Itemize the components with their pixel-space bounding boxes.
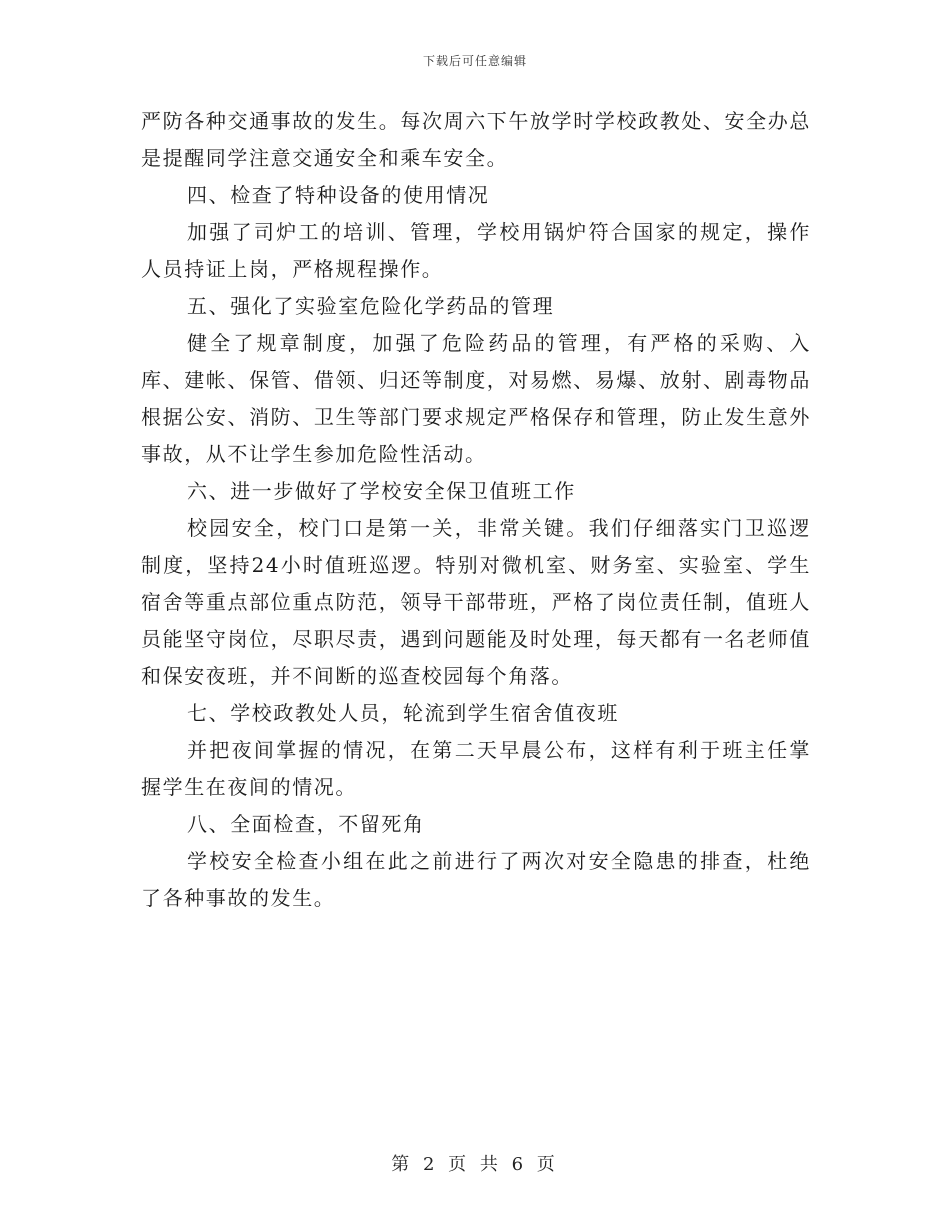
section-heading: 八、全面检查，不留死角 <box>187 812 425 836</box>
paragraph: 校园安全，校门口是第一关，非常关键。我们仔细落实门卫巡逻制度，坚持24小时值班巡逻。特别对微机室、财务室、实验室、学生宿舍等重点部位重点防范，领导干部带班，严格了岗位责任制，值班人员能坚守岗位，尽职尽责，遇到问题能及时处理，每天都有一名老师值和保安夜班，并不间断的巡查校园每个角落。 <box>141 516 811 688</box>
page-header: 下载后可任意编辑 <box>422 54 527 68</box>
paragraph: 健全了规章制度，加强了危险药品的管理，有严格的采购、入库、建帐、保管、借领、归还等制度，对易燃、易爆、放射、剧毒物品根据公安、消防、卫生等部门要求规定严格保存和管理，防止发生意外事故，从不让学生参加危险性活动。 <box>141 331 811 466</box>
section-heading: 五、强化了实验室危险化学药品的管理 <box>187 294 555 318</box>
paragraph: 加强了司炉工的培训、管理，学校用锅炉符合国家的规定，操作人员持证上岗，严格规程操作。 <box>141 220 811 281</box>
page-number: 第 2 页 共 6 页 <box>391 1154 559 1175</box>
document-body <box>141 103 811 917</box>
section-heading: 六、进一步做好了学校安全保卫值班工作 <box>187 479 576 503</box>
paragraph: 学校安全检查小组在此之前进行了两次对安全隐患的排查，杜绝了各种事故的发生。 <box>141 849 811 910</box>
section-heading: 四、检查了特种设备的使用情况 <box>187 183 490 207</box>
paragraph: 并把夜间掌握的情况，在第二天早晨公布，这样有利于班主任掌握学生在夜间的情况。 <box>141 738 811 799</box>
paragraph: 严防各种交通事故的发生。每次周六下午放学时学校政教处、安全办总是提醒同学注意交通安全和乘车安全。 <box>141 109 811 170</box>
section-heading: 七、学校政教处人员，轮流到学生宿舍值夜班 <box>187 701 619 725</box>
